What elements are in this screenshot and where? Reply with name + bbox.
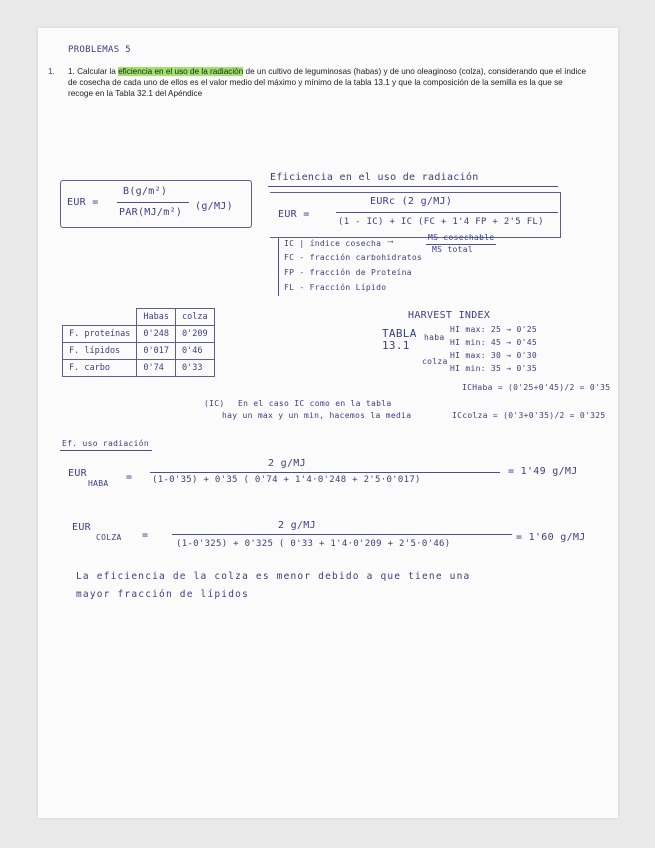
conclusion-line-1: La eficiencia de la colza es menor debido a que tiene una (76, 571, 471, 582)
fraction-bar (150, 472, 500, 473)
definition-fl: FL - Fracción Lípido (284, 283, 387, 292)
problem-text-before: Calcular la (77, 67, 119, 76)
table-cell: 0'209 (176, 326, 215, 343)
haba-hi-min: HI min: 45 → 0'45 (450, 338, 537, 347)
table-row (63, 326, 215, 343)
table-cell: 0'46 (176, 343, 215, 360)
composition-table (62, 308, 215, 377)
eur-title: Eficiencia en el uso de radiación (270, 172, 479, 183)
problem-statement (48, 66, 588, 99)
haba-numerator: 2 g/MJ (268, 458, 306, 469)
note-line-2: hay un max y un min, hacemos la media (222, 411, 412, 420)
table-header-cell: colza (176, 309, 215, 326)
table-cell: 0'248 (137, 326, 176, 343)
table-cell: F. carbo (63, 360, 137, 377)
haba-denominator: (1-0'35) + 0'35 ( 0'74 + 1'4·0'248 + 2'5·0'017) (152, 475, 421, 485)
eur-definition-box (60, 180, 252, 228)
haba-label: haba (424, 333, 445, 342)
colza-label: colza (422, 357, 448, 366)
table-cell: 0'017 (137, 343, 176, 360)
note-symbol: (IC) (204, 399, 225, 408)
fraction-bar (117, 202, 189, 203)
conclusion-line-2: mayor fracción de lípidos (76, 589, 249, 600)
definition-fc: FC - fracción carbohidratos (284, 253, 423, 262)
problem-number: 1. (68, 67, 75, 76)
haba-hi-max: HI max: 25 → 0'25 (450, 325, 537, 334)
section-title: Ef. uso radiación (62, 439, 149, 448)
section-underline (60, 450, 152, 451)
harvest-index-title: HARVEST INDEX (408, 310, 491, 321)
definition-fp: FP - fracción de Proteína (284, 268, 412, 277)
table-cell: F. lípidos (63, 343, 137, 360)
colza-numerator: 2 g/MJ (278, 520, 316, 531)
fraction-bar (172, 534, 512, 535)
ic-fraction-num: MS cosechable (428, 233, 495, 242)
ic-definition: IC | índice cosecha (284, 239, 382, 248)
problem-text-after: de un cultivo de leguminosas (habas) y de uno oleaginoso (colza), considerando que el índice de cosecha de cada uno de ellos es el valor medio del máximo y mínimo de la tabla 13.1 y que la composición de la semilla es la que se recoge en la Tabla 32.1 del Apéndice (68, 67, 586, 98)
ic-colza-calc: ICcolza = (0'3+0'35)/2 = 0'325 (452, 411, 606, 420)
eur-colza-sub: COLZA (96, 533, 122, 542)
highlighted-phrase: eficiencia en el uso de la radiación (118, 67, 244, 76)
table-header-cell: Habas (137, 309, 176, 326)
tabla-label: TABLA 13.1 (382, 327, 417, 353)
eur-units: (g/MJ) (195, 201, 233, 212)
eur-formula-denominator: (1 - IC) + IC (FC + 1'4 FP + 2'5 FL) (338, 217, 544, 227)
eur-numerator: B(g/m²) (123, 186, 168, 197)
eur-colza-lhs: EUR (72, 522, 91, 533)
colza-hi-min: HI min: 35 → 0'35 (450, 364, 537, 373)
eur-denominator: PAR(MJ/m²) (119, 207, 183, 218)
table-row (63, 360, 215, 377)
eur-formula-box (270, 192, 561, 238)
table-header-row (63, 309, 215, 326)
ic-fraction-den: MS total (432, 245, 473, 254)
haba-result: = 1'49 g/MJ (508, 466, 578, 477)
table-cell: 0'74 (137, 360, 176, 377)
colza-denominator: (1-0'325) + 0'325 ( 0'33 + 1'4·0'209 + 2'5·0'46) (176, 539, 451, 549)
eur-formula-lhs: EUR = (278, 209, 310, 220)
title-underline (268, 186, 558, 187)
note-line-1: En el caso IC como en la tabla (238, 399, 392, 408)
eur-haba-lhs: EUR (68, 468, 87, 479)
table-row (63, 343, 215, 360)
eur-lhs: EUR = (67, 197, 99, 208)
eur-formula-numerator: EURc (2 g/MJ) (370, 196, 453, 207)
eur-haba-sub: HABA (88, 479, 109, 488)
colza-hi-max: HI max: 30 → 0'30 (450, 351, 537, 360)
definitions-bracket (278, 238, 279, 296)
document-page: PROBLEMAS 5 1. 1. Calcular la eficiencia en el uso de la radiación de un cultivo de leguminosas (habas) y de uno oleaginoso (colza), considerando que el índice de cosecha de cada uno de ellos es el valor medio del máximo y mínimo de la tabla 13.1 y que la composición de la semilla es la que se recoge en la Tabla 32.1 del Apéndice EUR = B(g/m²) PAR(MJ/m²) (g/MJ) Eficiencia en el uso de radiación EUR = EURc (2 g/MJ) (1 - IC) + IC (FC + 1'4 FP + 2'5 FL) IC | índice cosecha ⟶ MS cosechable MS total FC - fracción carbohidratos FP - fracción de Proteína FL - Fracción Lípido Habas colza F. proteínas 0'248 0'209 F. lípidos 0'017 0'46 F. carbo 0'74 0'33 HARVEST INDEX TABLA 13.1 haba HI max: 25 → 0'25 HI min: 45 → 0'45 colza HI max: 30 → 0'30 HI min: 35 → 0'35 ICHaba = (0'25+0'45)/2 = 0'35 ICcolza = (0'3+0'35)/2 = 0'325 (IC) En el caso IC como en la tabla hay un max y un min, hacemos la media Ef. uso radiación EUR HABA = 2 g/MJ (1-0'35) + 0'35 ( 0'74 + 1'4·0'248 + 2'5·0'017) = 1'49 g/MJ EUR COLZA = 2 g/MJ (1-0'325) + 0'325 ( 0'33 + 1'4·0'209 + 2'5·0'46) = 1'60 g/MJ La eficiencia de la colza es menor debido a que tiene una mayor fracción de lípidos (38, 28, 618, 818)
colza-result: = 1'60 g/MJ (516, 532, 586, 543)
table-cell: 0'33 (176, 360, 215, 377)
table-cell: F. proteínas (63, 326, 137, 343)
header-title: PROBLEMAS 5 (68, 45, 131, 55)
ic-haba-calc: ICHaba = (0'25+0'45)/2 = 0'35 (462, 383, 611, 392)
problem-marker: 1. (48, 67, 55, 76)
table-header-cell (63, 309, 137, 326)
fraction-bar (336, 212, 558, 213)
